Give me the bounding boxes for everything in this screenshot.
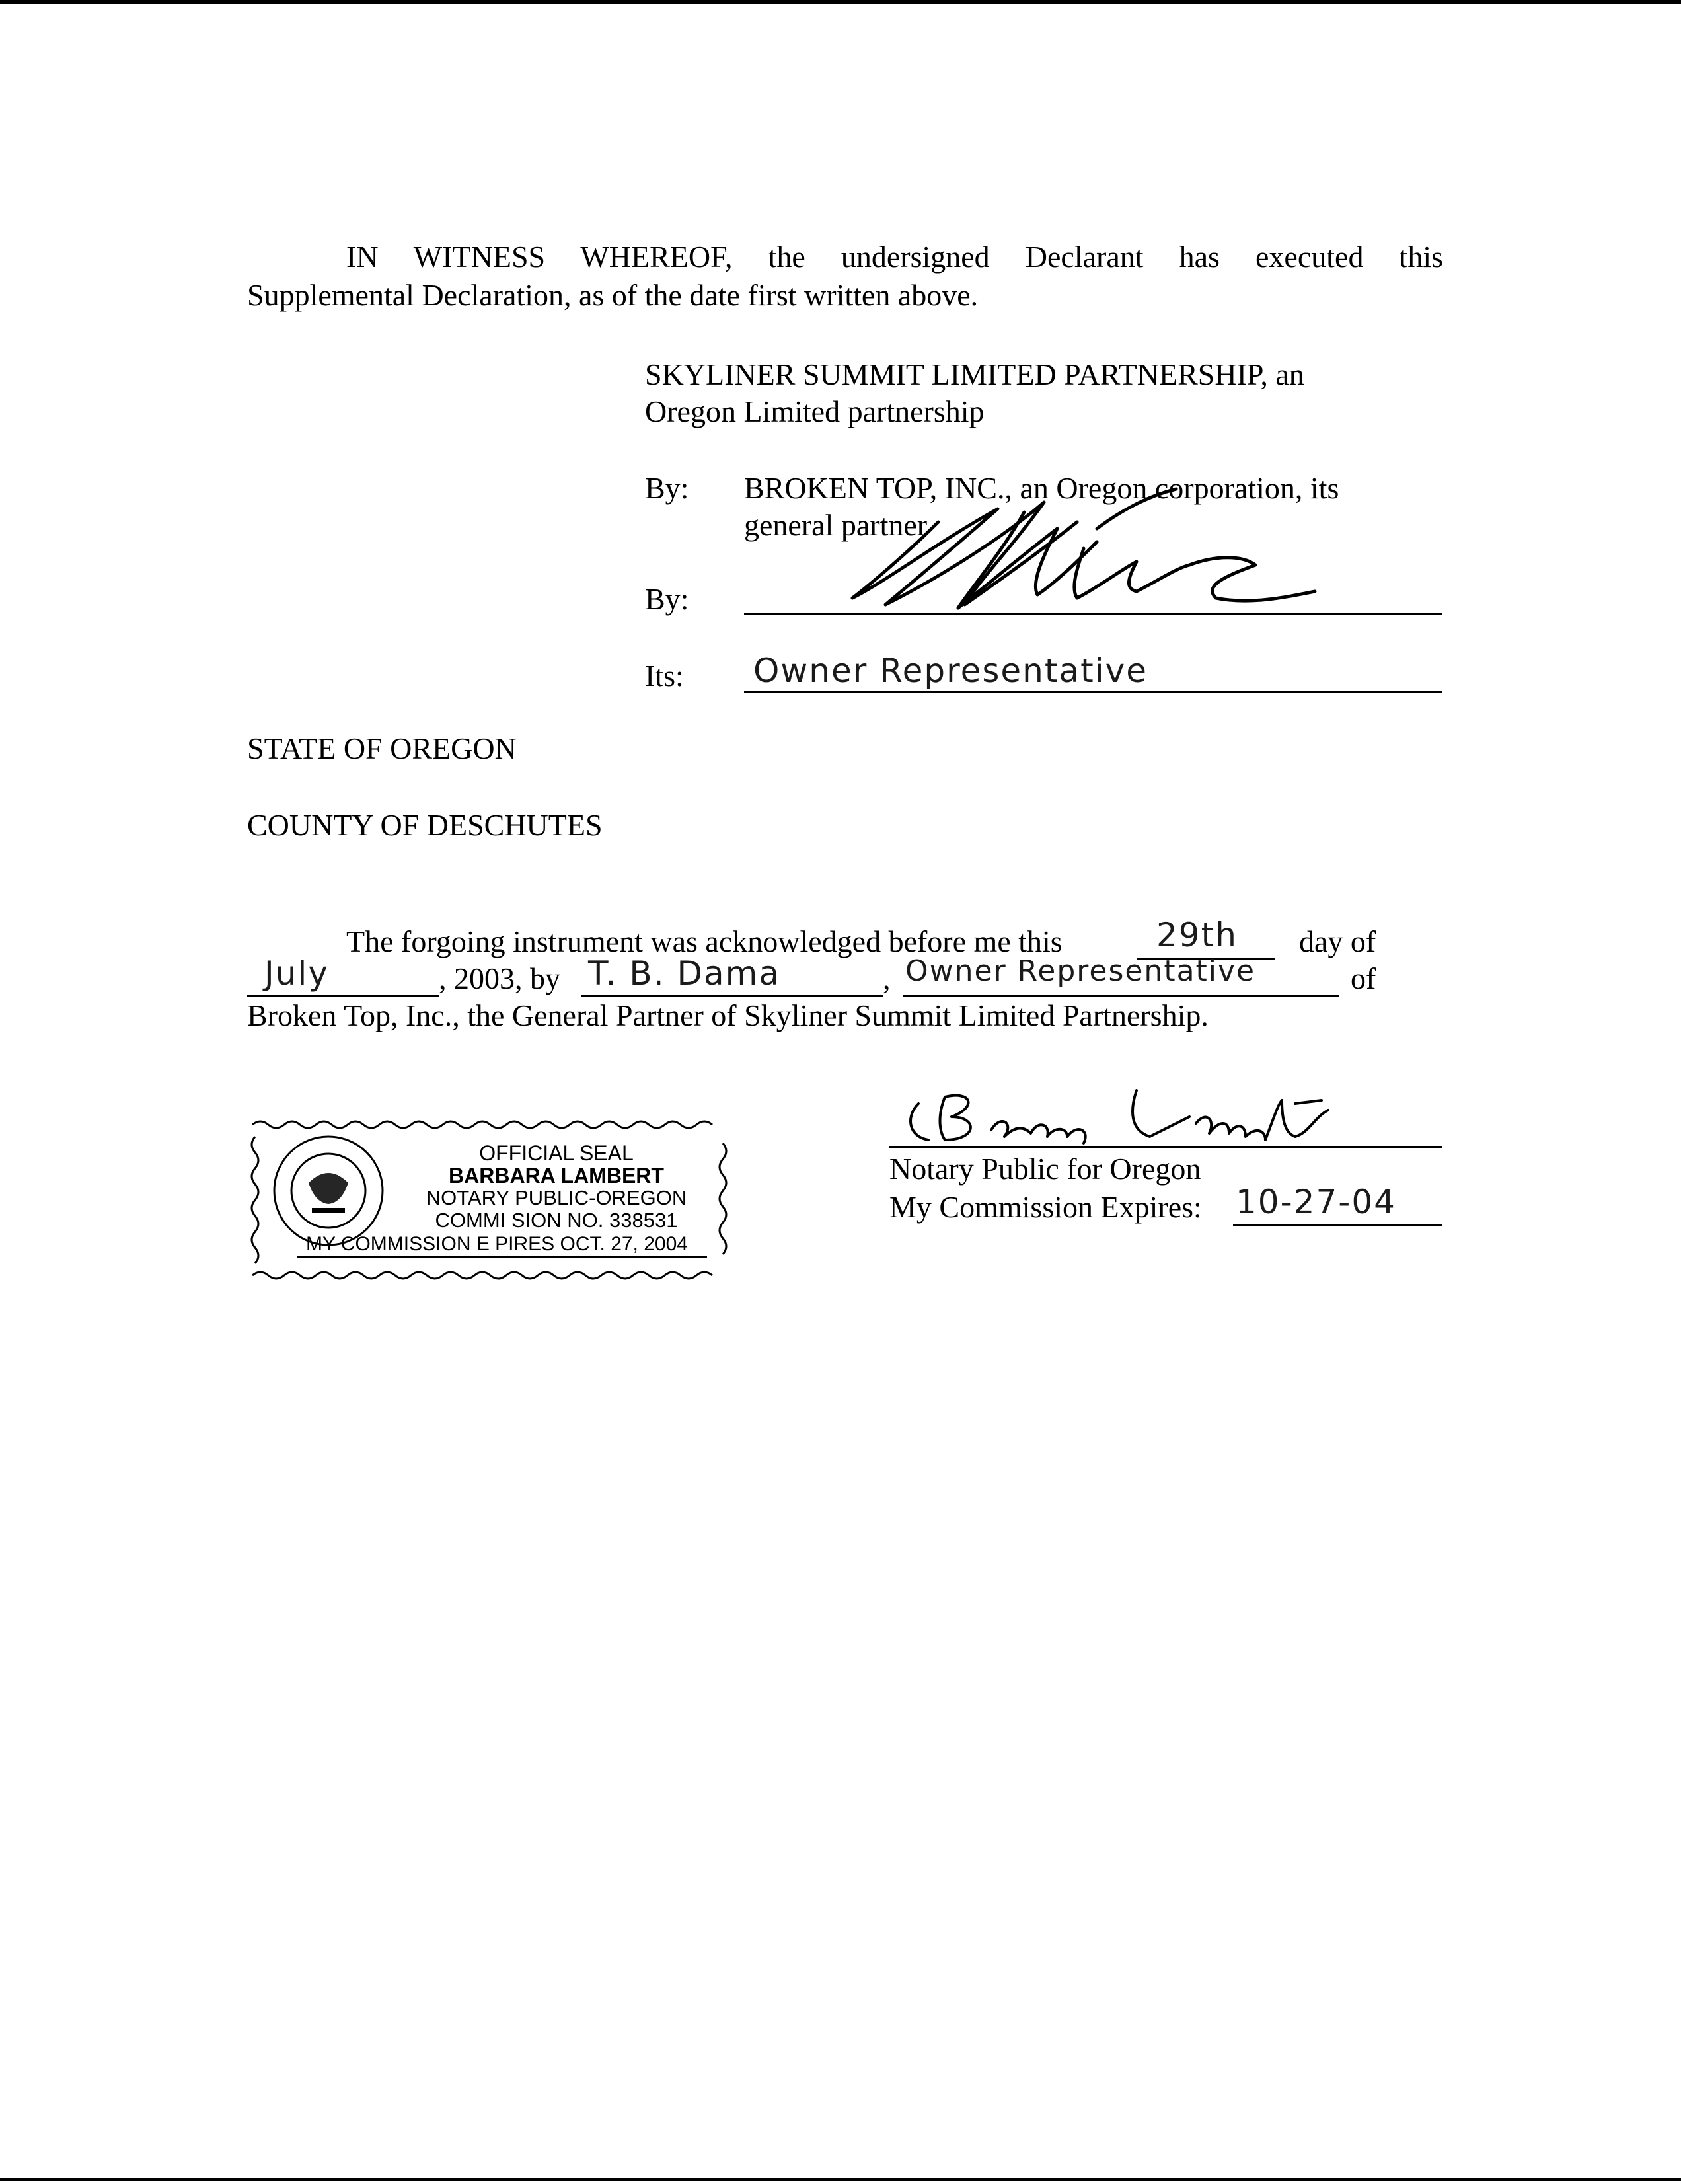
bottom-scan-edge <box>0 2178 1681 2181</box>
seal-notary-public: NOTARY PUBLIC-OREGON <box>426 1186 687 1209</box>
witness-line-2: Supplemental Declaration, as of the date first written above. <box>247 278 979 312</box>
seal-commission-no: COMMI SION NO. 338531 <box>435 1209 678 1232</box>
seal-commission-expires: MY COMMISSION E PIRES OCT. 27, 2004 <box>306 1233 688 1255</box>
notary-expires-label: My Commission Expires: <box>889 1190 1202 1224</box>
its-label: Its: <box>645 659 684 693</box>
ack-text-line-3: Broken Top, Inc., the General Partner of Skyliner Summit Limited Partnership. <box>247 998 1209 1032</box>
top-scan-edge <box>0 0 1681 4</box>
entity-line-2: Oregon Limited partnership <box>645 395 985 428</box>
entity-line-1: SKYLINER SUMMIT LIMITED PARTNERSHIP, an <box>645 358 1304 391</box>
ack-name-handwritten: T. B. Dama <box>588 954 780 993</box>
ack-text-3: , 2003, by <box>439 961 560 995</box>
county-heading: COUNTY OF DESCHUTES <box>247 808 603 842</box>
seal-title: OFFICIAL SEAL <box>479 1141 634 1165</box>
state-heading: STATE OF OREGON <box>247 732 517 765</box>
witness-line-1: IN WITNESS WHEREOF, the undersigned Declarant has executed this <box>346 240 1443 274</box>
by-general-partner-line-1: BROKEN TOP, INC., an Oregon corporation, its <box>744 471 1339 505</box>
by-label-1: By: <box>645 471 689 505</box>
notary-title: Notary Public for Oregon <box>889 1152 1201 1186</box>
ack-month-handwritten: July <box>264 954 329 993</box>
ack-text-1: The forgoing instrument was acknowledged before me this <box>346 924 1063 958</box>
by-general-partner-line-2: general partner <box>744 508 928 542</box>
declarant-signature <box>846 482 1322 628</box>
notary-signature-text <box>925 1097 1226 1135</box>
ack-text-4: of <box>1351 961 1376 995</box>
its-line <box>744 691 1442 693</box>
by-label-2: By: <box>645 582 689 616</box>
notary-signature-line <box>889 1146 1442 1148</box>
official-seal-stamp <box>246 1117 735 1282</box>
its-value-handwritten: Owner Representative <box>753 652 1148 690</box>
notary-expires-handwritten: 10-27-04 <box>1236 1183 1396 1221</box>
ack-comma: , <box>883 961 891 995</box>
seal-notary-name: BARBARA LAMBERT <box>449 1164 664 1187</box>
ack-text-2: day of <box>1299 924 1376 958</box>
ack-title-handwritten: Owner Representative <box>905 954 1256 988</box>
ack-day-handwritten: 29th <box>1156 916 1238 954</box>
notary-expires-line <box>1233 1224 1442 1226</box>
